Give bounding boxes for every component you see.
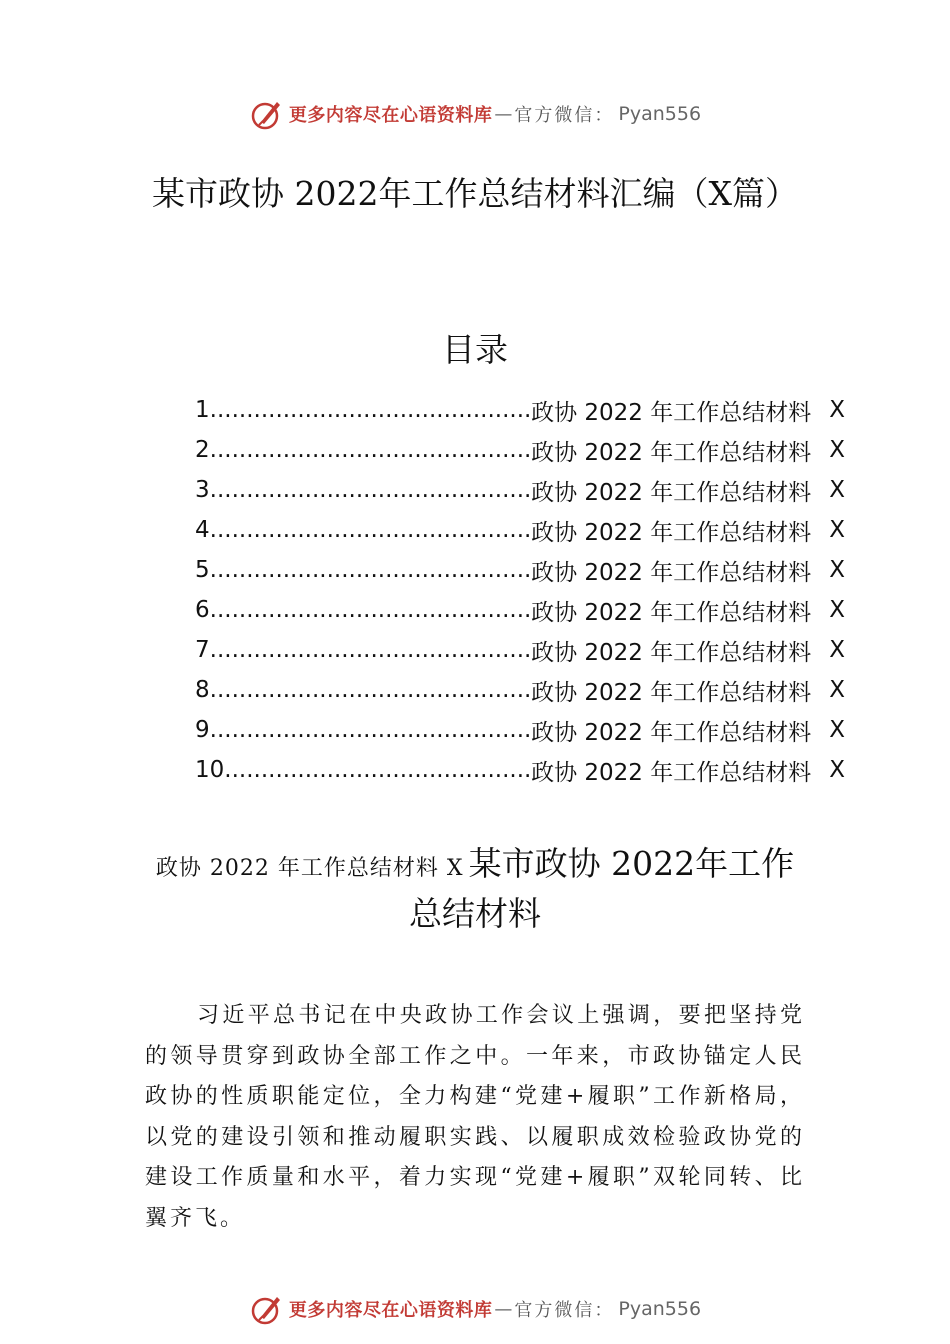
toc-leader-dots [210, 557, 531, 583]
toc-entry-number: 7 [195, 637, 210, 663]
watermark-brand-text: 更多内容尽在心语资料库 [288, 105, 493, 126]
toc-entry-suffix: X [829, 597, 845, 623]
section-title-main: 某市政协 2022年工作总结材料 [409, 844, 795, 933]
table-of-contents [195, 390, 845, 790]
toc-leader-dots [210, 637, 531, 663]
toc-entry-suffix: X [829, 437, 845, 463]
toc-entry[interactable] [195, 470, 845, 510]
toc-leader-dots [210, 397, 531, 423]
toc-entry-label: 政协 2022 年工作总结材料 [531, 759, 812, 786]
watermark-wechat-id: Pyan556 [618, 1298, 702, 1320]
toc-entry-label: 政协 2022 年工作总结材料 [531, 439, 812, 466]
toc-entry-number: 2 [195, 437, 210, 463]
toc-entry-number: 6 [195, 597, 210, 623]
toc-entry-suffix: X [829, 517, 845, 543]
toc-leader-dots [210, 437, 531, 463]
watermark-wechat-id: Pyan556 [618, 103, 702, 125]
toc-entry-label: 政协 2022 年工作总结材料 [531, 679, 812, 706]
toc-entry[interactable] [195, 630, 845, 670]
toc-entry-suffix: X [829, 677, 845, 703]
watermark-wechat-label: 官方微信： [514, 1300, 615, 1321]
section-title [140, 842, 810, 942]
toc-entry-number: 3 [195, 477, 210, 503]
toc-leader-dots [210, 717, 531, 743]
toc-heading: 目录 [442, 330, 508, 369]
toc-entry-suffix: X [829, 757, 845, 783]
toc-entry[interactable] [195, 710, 845, 750]
toc-entry[interactable] [195, 750, 845, 790]
body-paragraph: 习近平总书记在中央政协工作会议上强调，要把坚持党的领导贯穿到政协全部工作之中。一年来，市政协锚定人民政协的性质职能定位，全力构建“党建+履职”工作新格局，以党的建设引领和推动履职实践、以履职成效检验政协党的建设工作质量和水平，着力实现“党建+履职”双轮同转、比翼齐飞。 [145, 1003, 805, 1231]
toc-entry-number: 10 [195, 757, 225, 783]
toc-entry-label: 政协 2022 年工作总结材料 [531, 559, 812, 586]
toc-entry[interactable] [195, 550, 845, 590]
quill-pen-logo-icon [249, 1291, 285, 1327]
toc-entry-label: 政协 2022 年工作总结材料 [531, 399, 812, 426]
toc-entry[interactable] [195, 510, 845, 550]
toc-leader-dots [210, 517, 531, 543]
toc-leader-dots [224, 757, 531, 783]
toc-entry-suffix: X [829, 637, 845, 663]
watermark-wechat-label: 官方微信： [514, 105, 615, 126]
watermark-separator: — [494, 103, 513, 125]
toc-leader-dots [210, 597, 531, 623]
toc-entry-number: 1 [195, 397, 210, 423]
document-title: 某市政协 2022年工作总结材料汇编（X篇） [152, 174, 798, 213]
toc-entry-number: 5 [195, 557, 210, 583]
toc-leader-dots [210, 477, 531, 503]
toc-entry-number: 4 [195, 517, 210, 543]
toc-leader-dots [210, 677, 531, 703]
toc-entry-number: 8 [195, 677, 210, 703]
toc-entry-label: 政协 2022 年工作总结材料 [531, 599, 812, 626]
toc-entry-label: 政协 2022 年工作总结材料 [531, 479, 812, 506]
toc-entry-suffix: X [829, 397, 845, 423]
toc-entry[interactable] [195, 670, 845, 710]
toc-entry-label: 政协 2022 年工作总结材料 [531, 639, 812, 666]
watermark-separator: — [494, 1298, 513, 1320]
watermark-header [0, 94, 950, 134]
section-title-prefix: 政协 2022 年工作总结材料 X [155, 856, 464, 881]
toc-entry[interactable] [195, 390, 845, 430]
toc-entry-label: 政协 2022 年工作总结材料 [531, 519, 812, 546]
toc-entry-suffix: X [829, 717, 845, 743]
toc-entry-suffix: X [829, 557, 845, 583]
toc-entry[interactable] [195, 590, 845, 630]
watermark-footer [0, 1289, 950, 1329]
toc-entry-label: 政协 2022 年工作总结材料 [531, 719, 812, 746]
watermark-brand-text: 更多内容尽在心语资料库 [288, 1300, 493, 1321]
toc-entry-number: 9 [195, 717, 210, 743]
toc-entry-suffix: X [829, 477, 845, 503]
quill-pen-logo-icon [249, 96, 285, 132]
toc-entry[interactable] [195, 430, 845, 470]
